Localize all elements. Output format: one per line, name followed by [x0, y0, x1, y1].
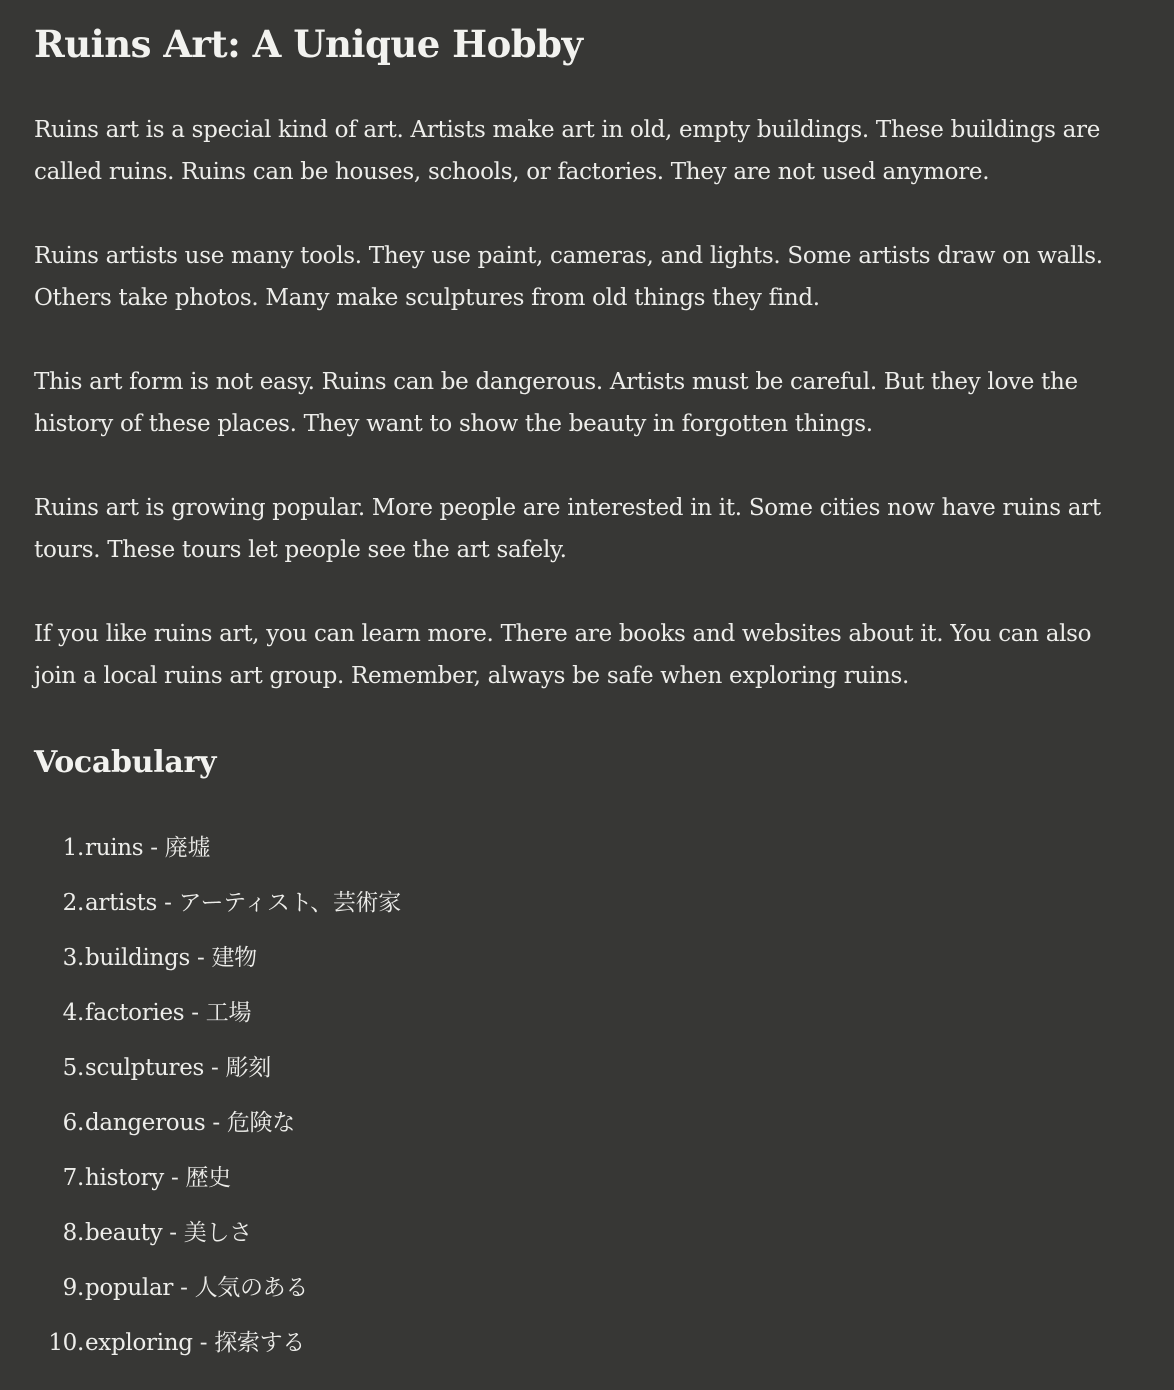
list-item — [34, 876, 1140, 931]
vocab-entry: artists - アーティスト、芸術家 — [85, 890, 401, 916]
list-number: 4. — [62, 1000, 84, 1026]
vocab-entry: buildings - 建物 — [85, 945, 257, 971]
list-item — [34, 1261, 1140, 1316]
list-item — [34, 1206, 1140, 1261]
list-item — [34, 1151, 1140, 1206]
vocab-entry: popular - 人気のある — [85, 1275, 309, 1301]
vocab-entry: sculptures - 彫刻 — [85, 1055, 271, 1081]
list-item — [34, 931, 1140, 986]
list-number: 10. — [48, 1330, 84, 1356]
vocab-entry: beauty - 美しさ — [85, 1220, 252, 1246]
paragraph: If you like ruins art, you can learn more. There are books and websites about it. You can also join a local ruins art group. Remember, always be safe when exploring ruins. — [34, 621, 1092, 689]
paragraph: Ruins artists use many tools. They use paint, cameras, and lights. Some artists draw on walls. Others take photos. Many make sculptures from old things they find. — [34, 243, 1103, 311]
vocabulary-list — [34, 821, 1140, 1371]
list-number: 9. — [62, 1275, 84, 1301]
paragraph: This art form is not easy. Ruins can be dangerous. Artists must be careful. But they love the history of these places. They want to show the beauty in forgotten things. — [34, 369, 1078, 437]
vocab-entry: history - 歴史 — [85, 1165, 231, 1191]
vocabulary-heading: Vocabulary — [34, 745, 217, 780]
page-title: Ruins Art: A Unique Hobby — [34, 22, 583, 66]
list-number: 7. — [62, 1165, 84, 1191]
list-item — [34, 986, 1140, 1041]
list-number: 2. — [62, 890, 84, 916]
vocab-entry: factories - 工場 — [85, 1000, 252, 1026]
list-number: 5. — [62, 1055, 84, 1081]
list-item — [34, 1041, 1140, 1096]
paragraph: Ruins art is a special kind of art. Artists make art in old, empty buildings. These buildings are called ruins. Ruins can be houses, schools, or factories. They are not used anymore. — [34, 117, 1101, 185]
list-item — [34, 1316, 1140, 1371]
vocab-entry: exploring - 探索する — [85, 1330, 305, 1356]
vocab-entry: ruins - 廃墟 — [85, 835, 211, 861]
list-item — [34, 1096, 1140, 1151]
vocab-entry: dangerous - 危険な — [85, 1110, 295, 1136]
list-number: 3. — [62, 945, 84, 971]
list-number: 6. — [62, 1110, 84, 1136]
list-item — [34, 821, 1140, 876]
list-number: 1. — [62, 835, 84, 861]
list-number: 8. — [62, 1220, 84, 1246]
paragraph: Ruins art is growing popular. More people are interested in it. Some cities now have ruins art tours. These tours let people see the art safely. — [34, 495, 1101, 563]
